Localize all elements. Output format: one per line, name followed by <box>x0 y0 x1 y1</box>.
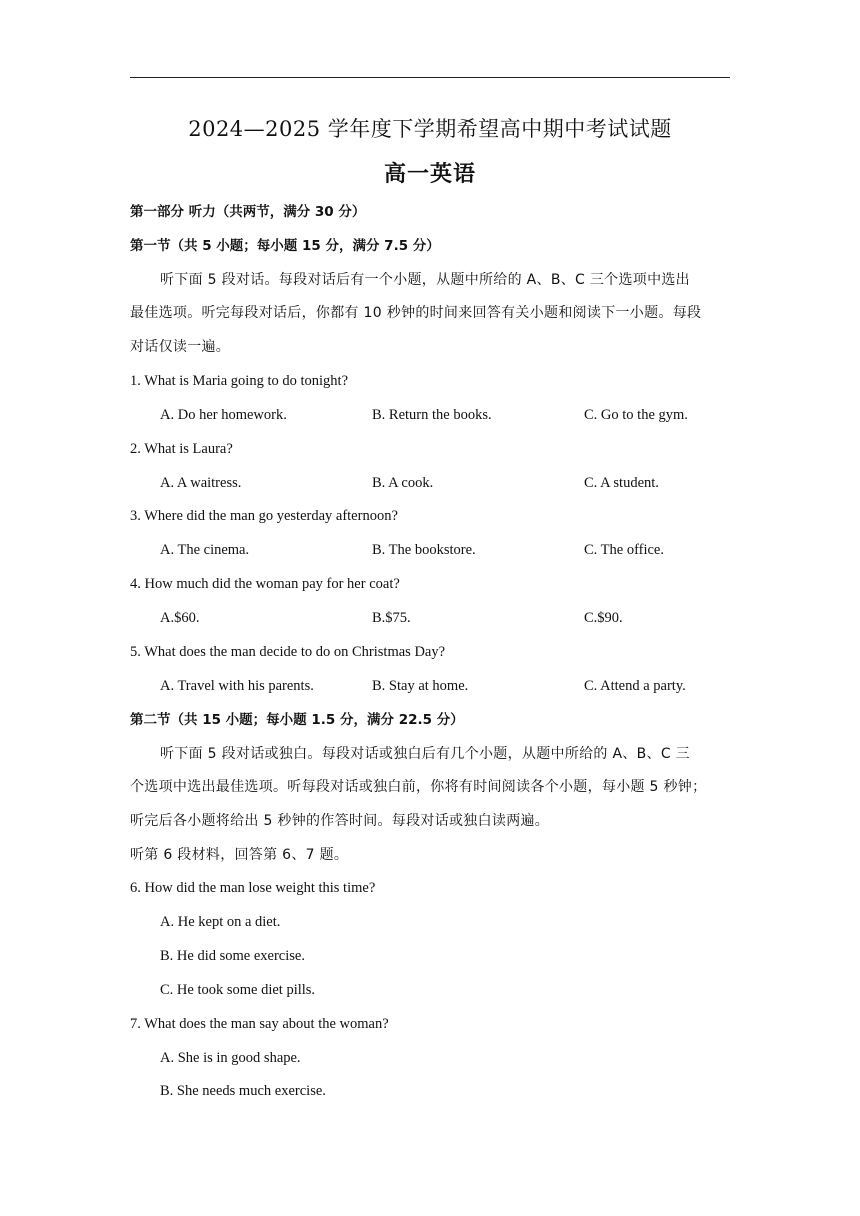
question-stem: 3. Where did the man go yesterday afternoon? <box>130 508 398 524</box>
option-b: B. Return the books. <box>372 407 492 423</box>
exam-title: 2024—2025 学年度下学期希望高中期中考试试题 <box>188 117 672 141</box>
option-b: B. Stay at home. <box>372 678 469 694</box>
option-a: A. She is in good shape. <box>160 1050 301 1066</box>
option-c: C. Go to the gym. <box>584 407 688 423</box>
section2-instruction-line: 个选项中选出最佳选项。听每段对话或独白前，你将有时间阅读各个小题，每小题 5 秒钟； <box>130 779 707 795</box>
section2-instruction-line: 听下面 5 段对话或独白。每段对话或独白后有几个小题，从题中所给的 A、B、C 三 <box>160 746 690 762</box>
question-stem: 5. What does the man decide to do on Christmas Day? <box>130 644 446 660</box>
part1-heading: 第一部分 听力（共两节，满分 30 分） <box>130 204 366 220</box>
option-b: B. She needs much exercise. <box>160 1083 326 1099</box>
header-rule <box>130 77 730 78</box>
option-a: A.$60. <box>160 610 200 626</box>
option-c: C. The office. <box>584 542 664 558</box>
section1-instruction-line: 最佳选项。听完每段对话后，你都有 10 秒钟的时间来回答有关小题和阅读下一小题。每段 <box>130 305 702 321</box>
section2-heading: 第二节（共 15 小题；每小题 1.5 分，满分 22.5 分） <box>130 712 464 728</box>
option-a: A. A waitress. <box>160 475 242 491</box>
option-a: A. He kept on a diet. <box>160 914 281 930</box>
option-c: C. A student. <box>584 475 659 491</box>
option-b: B. He did some exercise. <box>160 948 305 964</box>
section1-instruction-line: 听下面 5 段对话。每段对话后有一个小题，从题中所给的 A、B、C 三个选项中选出 <box>160 272 690 288</box>
section1-instruction-line: 对话仅读一遍。 <box>130 339 231 355</box>
question-stem: 6. How did the man lose weight this time? <box>130 880 376 896</box>
option-b: B. A cook. <box>372 475 434 491</box>
option-b: B.$75. <box>372 610 411 626</box>
option-c: C. He took some diet pills. <box>160 982 316 998</box>
option-c: C.$90. <box>584 610 623 626</box>
material-note: 听第 6 段材料，回答第 6、7 题。 <box>130 847 349 863</box>
subject-title: 高一英语 <box>383 162 476 187</box>
section1-heading: 第一节（共 5 小题；每小题 15 分，满分 7.5 分） <box>130 238 440 254</box>
option-c: C. Attend a party. <box>584 678 686 694</box>
question-stem: 2. What is Laura? <box>130 441 233 457</box>
question-stem: 7. What does the man say about the woman? <box>130 1016 389 1032</box>
section2-instruction-line: 听完后各小题将给出 5 秒钟的作答时间。每段对话或独白读两遍。 <box>130 813 550 829</box>
question-stem: 1. What is Maria going to do tonight? <box>130 373 349 389</box>
question-stem: 4. How much did the woman pay for her coat? <box>130 576 400 592</box>
option-a: A. The cinema. <box>160 542 250 558</box>
option-a: A. Do her homework. <box>160 407 287 423</box>
option-a: A. Travel with his parents. <box>160 678 314 694</box>
option-b: B. The bookstore. <box>372 542 476 558</box>
